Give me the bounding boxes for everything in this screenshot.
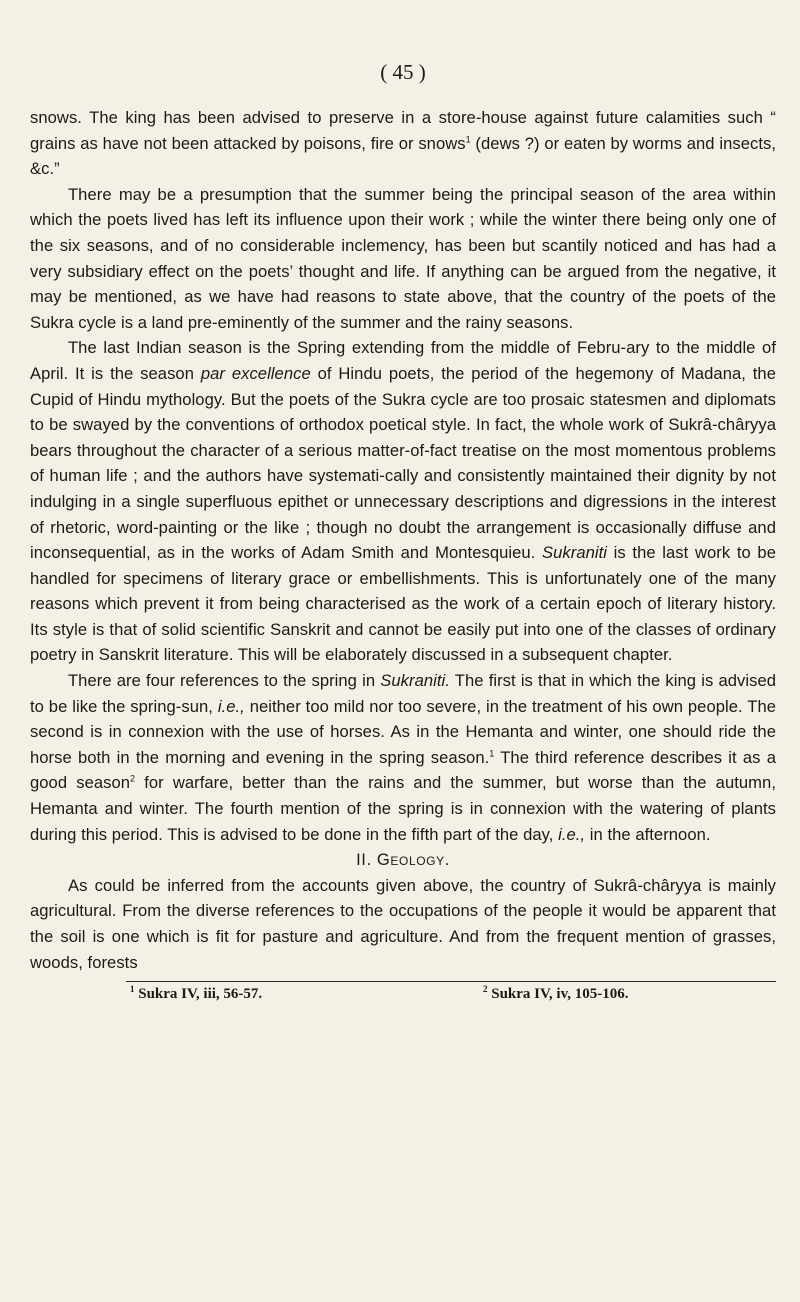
footnote-ref: 1: [489, 748, 495, 759]
paragraph-p1: [30, 105, 776, 182]
footnote-ref: 1: [465, 134, 471, 145]
text-run: in the afternoon.: [585, 824, 711, 844]
page-number: ( 45 ): [380, 60, 426, 84]
text-run: The first is that in which the king is advised to be like the spring-sun,: [30, 671, 776, 716]
paragraph-p5: [30, 873, 776, 975]
body-text: [30, 105, 776, 847]
section-heading: II. Geology.: [356, 850, 450, 870]
paragraph-p4: [30, 668, 776, 847]
footnote-mark: 1: [130, 984, 135, 995]
footnote-text: Sukra IV, iii, 56-57.: [138, 986, 263, 1003]
text-run: As could be inferred from the accounts given above, the country of Sukrâ-châryya is mainly agricultural. From the diverse references to the occupations of the people it would be apparent that the soil is one which is fit for pasture and agriculture. And from the frequent mention of grasses, woods, forests: [30, 875, 776, 972]
text-run: neither too mild nor too severe, in the treatment of his own people. The second is in connexion with the use of horses. As in the Hemanta and winter, one should ride the horse both in the morning and evening in the spring season.: [30, 696, 777, 767]
text-run: is the last work to be handled for specimens of literary grace or embellishments. This is unfortunately one of the many reasons which prevent it from being characterised as the work of a certain epoch of literary history. Its style is that of solid scientific Sanskrit and cannot be easily put into one of the classes of ordinary poetry in Sanskrit literature. This will be elaborately discussed in a subsequent chapter.: [30, 543, 776, 665]
text-run: There are four references to the spring in: [68, 671, 381, 691]
paragraph-p3: [30, 335, 776, 668]
text-run: The third reference describes it as a good season: [30, 747, 776, 793]
text-run: for warfare, better than the rains and the summer, but worse than the autumn, Hemanta and winter. The fourth mention of the spring is in connexion with the watering of plants during this period. This is advised to be done in the fifth part of the day,: [30, 773, 776, 844]
text-run: of Hindu poets, the period of the hegemony of Madana, the Cupid of Hindu mythology. But the poets of the Sukra cycle are too prosaic statesmen and diplomats to be swayed by the conventions of orthodox poetical style. In fact, the whole work of Sukrâ-châryya bears throughout the character of a serious matter-of-fact treatise on the most momentous problems of human life ; and the authors have systemati-cally and consistently maintained their dignity by not indulging in a single superfluous epithet or unnecessary descriptions and digressions in the interest of rhetoric, word-painting or the like ; though no doubt the arrangement is occasionally diffuse and inconsequential, as in the works of Adam Smith and Montesquieu.: [30, 363, 776, 563]
footnote-1: [30, 986, 423, 1003]
italic-text: Sukraniti: [542, 543, 608, 563]
footnote-mark: 2: [483, 984, 488, 995]
text-run: snows. The king has been advised to preserve in a store-house against future calamities such “ grains as have not been attacked by poisons, fire or snows: [30, 108, 776, 153]
footnote-rule: [126, 981, 776, 982]
footnote-2: [423, 986, 776, 1003]
italic-text: par excellence: [200, 363, 311, 383]
italic-text: Sukraniti.: [380, 671, 450, 691]
text-run: The last Indian season is the Spring extending from the middle of Febru-ary to the middle of April. It is the season: [30, 338, 776, 383]
paragraph-p2: [30, 182, 776, 336]
footnote-ref: 2: [130, 773, 136, 784]
italic-text: i.e.,: [217, 696, 245, 716]
text-run: There may be a presumption that the summer being the principal season of the area within which the poets lived has left its influence upon their work ; while the winter there being only one of the six seasons, and of no considerable inclemency, has been but scantily noticed and has had a very subsidiary effect on the poets’ thought and life. If anything can be argued from the negative, it may be mentioned, as we have had reasons to state above, that the country of the poets of the Sukra cycle is a land pre-eminently of the summer and the rainy seasons.: [30, 184, 776, 332]
book-page: [30, 60, 776, 1003]
body-text-continued: [30, 873, 776, 975]
italic-text: i.e.,: [558, 824, 586, 844]
text-run: (dews ?) or eaten by worms and insects, &c.”: [30, 133, 776, 179]
footnotes: [30, 986, 776, 1003]
footnote-text: Sukra IV, iv, 105-106.: [491, 986, 629, 1003]
